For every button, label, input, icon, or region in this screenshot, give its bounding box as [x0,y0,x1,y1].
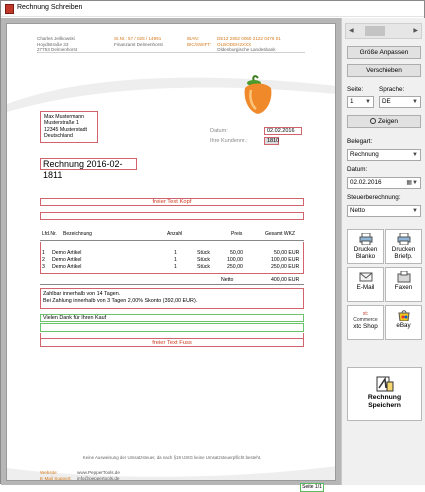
date-picker[interactable]: 02.02.2016 ▦▼ [347,177,421,189]
header-swoosh [7,64,336,114]
move-button[interactable]: Verschieben [347,64,421,77]
show-button[interactable]: Zeigen [347,115,421,128]
header-divider [37,52,305,53]
app-icon [5,4,14,14]
fax-button[interactable]: Faxen [385,267,422,302]
invoice-page [6,23,336,481]
free-text-head-field[interactable]: freier Text Kopf [40,198,304,206]
contact-mail: E-Mail Support: info@peppertools.de [40,476,120,481]
table-header: Lfd.Nr. Bezeichnung Anzahl Preis Gesamt WKZ [40,223,304,241]
tax-block: St.Nr.: 57 / 026 / 14991 Finanzamt Delmenhorst [114,36,163,47]
scroll-left-icon[interactable]: ◀ [349,28,354,34]
ebay-bag-icon [397,309,411,321]
chevron-down-icon: ▼ [412,99,418,105]
free-text-foot-field[interactable]: freier Text Fuss [40,338,304,347]
fit-size-button[interactable]: Größe Anpassen [347,46,421,59]
pepper-logo-icon [239,74,277,116]
date-label: Datum: [210,128,228,134]
page-label: Seite: [347,86,364,93]
chevron-down-icon: ▼ [365,99,371,105]
bank-labels: IBAN: BIC/SWIFT: [187,36,211,47]
print-blank-button[interactable]: Drucken Blanko [347,229,384,264]
empty-field[interactable] [40,323,304,332]
email-icon [359,271,373,283]
fax-icon [397,271,411,283]
contact-web: Website: www.PepperTools.de [40,470,120,475]
horizontal-scrollbar[interactable] [345,23,422,39]
invoice-title-field[interactable]: Rechnung 2016-02-1811 [40,158,137,170]
page-select[interactable]: 1 ▼ [347,96,374,108]
bank-block: DE12 2802 0050 2122 0476 01 OLBODEH2XXX Oldenburgische Landesbank [217,36,281,53]
doc-type-label: Belegart: [347,138,373,145]
title-bar [1,1,424,17]
table-row: 1 Demo Artikel 1 Stück 50,00 50,00 EUR [42,250,300,256]
page-number-badge: Seite 1/1 [300,483,324,492]
tax-calc-label: Steuerberechnung: [347,194,401,201]
date-panel-label: Datum: [347,166,368,173]
scroll-right-icon[interactable]: ▶ [413,28,418,34]
tax-calc-select[interactable]: Netto ▼ [347,205,421,217]
customer-number-field[interactable]: 1810 [264,137,279,145]
chevron-down-icon: ▼ [412,152,418,158]
empty-field[interactable] [40,212,304,220]
sender-block: Charles Jeilkowski Hoydtstraße 33 27753 Delmenhorst [37,36,78,53]
save-invoice-button[interactable]: Rechnung Speichern [347,367,422,421]
language-label: Sprache: [379,86,405,93]
printer-icon [397,233,411,245]
side-panel [341,18,425,485]
window-title: Rechnung Schreiben [17,4,83,11]
payment-terms-field[interactable]: Zahlbar innerhalb von 14 Tagen. Bei Zahlung innerhalb von 3 Tagen 2,00% Skonto (392,00 EUR). [40,288,304,309]
calendar-icon[interactable]: ▦▼ [406,180,418,186]
print-letterhead-button[interactable]: Drucken Briefp. [385,229,422,264]
ebay-button[interactable]: eBay [385,305,422,340]
scroll-thumb[interactable] [365,26,385,36]
printer-icon [359,233,373,245]
thanks-text-field[interactable]: Vielen Dank für Ihren Kauf [40,314,304,322]
customer-number-label: Ihre Kundennr.: [210,138,248,144]
netto-row: Netto 400,00 EUR [40,276,304,285]
table-row: 2 Demo Artikel 1 Stück 100,00 100,00 EUR [42,257,300,263]
recipient-address[interactable]: Max Mustermann Musterstraße 1 12345 Musterstadt Deutschland [40,111,98,143]
xtc-shop-button[interactable]: xt: Commerce xtc Shop [347,305,384,340]
tax-footnote: Keine Ausweisung der Umsatzsteuer, da nach §19 UStG keine Umsatzsteuerpflicht besteht. [82,455,262,460]
document-viewport[interactable] [1,18,341,490]
email-button[interactable]: E-Mail [347,267,384,302]
search-icon [370,118,376,124]
doc-type-select[interactable]: Rechnung ▼ [347,149,421,161]
date-field[interactable]: 02.02.2016 [264,127,302,135]
chevron-down-icon: ▼ [412,208,418,214]
save-invoice-icon [376,376,394,392]
xtc-commerce-logo: xt: Commerce [353,311,378,323]
language-select[interactable]: DE ▼ [379,96,421,108]
table-row: 3 Demo Artikel 1 Stück 250,00 250,00 EUR [42,264,300,270]
